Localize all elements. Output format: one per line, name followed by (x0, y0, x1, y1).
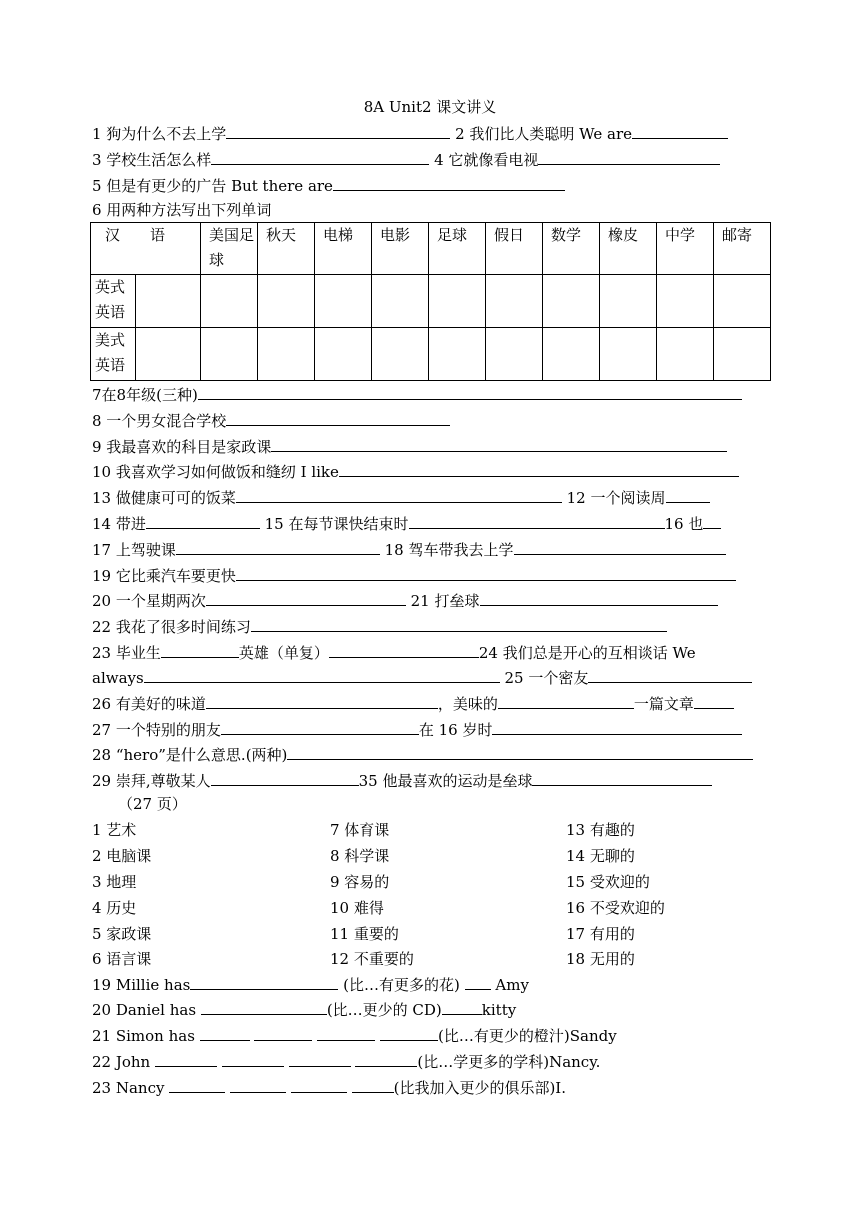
answer-blank[interactable] (588, 665, 752, 683)
answer-blank[interactable] (161, 640, 239, 658)
question-17: 17 上驾驶课 (92, 541, 176, 559)
question-23-hero: 英雄（单复） (238, 644, 329, 662)
vocab-item: 11 重要的 (330, 925, 399, 943)
question-16: 16 也 (664, 515, 704, 533)
compare-21-hint: (比…有更少的橙汁)Sandy (438, 1027, 617, 1045)
compare-20-target: kitty (481, 1001, 517, 1019)
table-answer-cell[interactable] (657, 328, 714, 381)
answer-blank[interactable] (211, 768, 359, 786)
question-13: 13 做健康可可的饭菜 (92, 489, 236, 507)
question-row-29-35 (92, 768, 768, 792)
table-answer-cell[interactable] (714, 275, 771, 328)
row-label-spacer (136, 328, 200, 380)
answer-blank[interactable] (355, 1049, 417, 1067)
question-6: 6 用两种方法写出下列单词 (92, 201, 272, 219)
answer-blank[interactable] (236, 485, 562, 503)
vocab-item: 18 无用的 (566, 950, 635, 968)
table-header-cell: 秋天 (258, 223, 315, 275)
answer-blank[interactable] (339, 459, 739, 477)
question-21: 21 打垒球 (410, 592, 480, 610)
question-row-5 (92, 173, 768, 197)
question-3: 3 学校生活怎么样 (92, 151, 212, 169)
question-23: 23 毕业生 (92, 644, 161, 662)
answer-blank[interactable] (492, 717, 742, 735)
question-22: 22 我花了很多时间练习 (92, 618, 251, 636)
table-answer-cell[interactable] (600, 328, 657, 381)
table-row-header (91, 275, 201, 328)
table-answer-cell[interactable] (486, 275, 543, 328)
vocab-item: 17 有用的 (566, 925, 635, 943)
answer-blank[interactable] (289, 1049, 351, 1067)
answer-blank[interactable] (221, 717, 419, 735)
compare-19-target: Amy (495, 976, 529, 994)
vocab-item: 2 电脑课 (92, 847, 152, 865)
question-15: 15 在每节课快结束时 (264, 515, 409, 533)
answer-blank[interactable] (442, 997, 482, 1015)
question-27-age: 在 16 岁时 (418, 721, 493, 739)
page-reference: （27 页） (118, 795, 187, 813)
question-20: 20 一个星期两次 (92, 592, 206, 610)
question-1: 1 狗为什么不去上学 (92, 125, 227, 143)
compare-22: 22 John (92, 1053, 151, 1071)
compare-23: 23 Nancy (92, 1079, 165, 1097)
question-row-24-25 (92, 665, 768, 689)
answer-blank[interactable] (480, 588, 718, 606)
compare-19-hint: (比…有更多的花) (343, 976, 460, 994)
compare-20: 20 Daniel has (92, 1001, 197, 1019)
question-5: 5 但是有更少的广告 But there are (92, 177, 333, 195)
question-19: 19 它比乘汽车要更快 (92, 567, 236, 585)
answer-blank[interactable] (230, 1075, 286, 1093)
vocab-item: 16 不受欢迎的 (566, 899, 665, 917)
table-answer-cell[interactable] (315, 328, 372, 381)
question-row-1-2 (92, 121, 768, 145)
question-8: 8 一个男女混合学校 (92, 412, 227, 430)
table-answer-cell[interactable] (201, 328, 258, 381)
question-4: 4 它就像看电视 (434, 151, 539, 169)
answer-blank[interactable] (329, 640, 479, 658)
table-answer-cell[interactable] (486, 328, 543, 381)
compare-row-20 (92, 997, 768, 1021)
answer-blank[interactable] (666, 485, 710, 503)
question-35: 35 他最喜欢的运动是垒球 (358, 772, 533, 790)
answer-blank[interactable] (144, 665, 500, 683)
table-header-cell: 假日 (486, 223, 543, 275)
table-answer-cell[interactable] (543, 275, 600, 328)
question-row-17-18 (92, 537, 768, 561)
answer-blank[interactable] (317, 1023, 375, 1041)
answer-blank[interactable] (287, 742, 753, 760)
answer-blank[interactable] (206, 691, 438, 709)
compare-23-hint: (比我加入更少的俱乐部)I. (393, 1079, 566, 1097)
table-answer-cell[interactable] (372, 328, 429, 381)
table-header-cell: 中学 (657, 223, 714, 275)
answer-blank[interactable] (514, 537, 726, 555)
compare-20-hint: (比…更少的 CD) (326, 1001, 442, 1019)
vocab-item: 13 有趣的 (566, 821, 635, 839)
page-title: 8A Unit2 课文讲义 (363, 98, 497, 116)
question-row-23-24 (92, 640, 768, 664)
answer-blank[interactable] (465, 972, 491, 990)
table-header-cell: 橡皮 (600, 223, 657, 275)
compare-row-22 (92, 1049, 768, 1073)
question-row-20-21 (92, 588, 768, 612)
question-row-10 (92, 459, 768, 483)
question-row-27 (92, 717, 768, 741)
answer-blank[interactable] (532, 768, 712, 786)
table-corner-header: 汉语 (91, 223, 201, 275)
question-row-19 (92, 563, 768, 587)
table-answer-cell[interactable] (372, 275, 429, 328)
compare-21: 21 Simon has (92, 1027, 195, 1045)
answer-blank[interactable] (498, 691, 634, 709)
answer-blank[interactable] (538, 147, 720, 165)
table-answer-cell[interactable] (600, 275, 657, 328)
compare-row-19 (92, 972, 768, 996)
row-label-british: 英式英语 (91, 275, 136, 327)
table-answer-cell[interactable] (657, 275, 714, 328)
vocab-item: 3 地理 (92, 873, 137, 891)
table-row-header (91, 328, 201, 381)
question-row-26 (92, 691, 768, 715)
answer-blank[interactable] (206, 588, 406, 606)
table-answer-cell[interactable] (258, 328, 315, 381)
answer-blank[interactable] (251, 614, 667, 632)
table-header-cell: 电梯 (315, 223, 372, 275)
vocab-item: 8 科学课 (330, 847, 390, 865)
vocab-item: 7 体育课 (330, 821, 390, 839)
question-row-7 (92, 382, 768, 406)
question-26-delicious: ，美味的 (437, 695, 498, 713)
answer-blank[interactable] (226, 408, 450, 426)
table-header-cell: 邮寄 (714, 223, 771, 275)
answer-blank[interactable] (333, 173, 565, 191)
table-answer-cell[interactable] (258, 275, 315, 328)
answer-blank[interactable] (352, 1075, 394, 1093)
answer-blank[interactable] (198, 382, 742, 400)
compare-row-21 (92, 1023, 768, 1047)
answer-blank[interactable] (703, 511, 721, 529)
question-25: 25 一个密友 (504, 669, 589, 687)
question-row-22 (92, 614, 768, 638)
vocab-item: 12 不重要的 (330, 950, 414, 968)
table-answer-cell[interactable] (201, 275, 258, 328)
question-10: 10 我喜欢学习如何做饭和缝纫 I like (92, 463, 339, 481)
answer-blank[interactable] (201, 997, 327, 1015)
question-24: 24 我们总是开心的互相谈话 We (478, 644, 696, 662)
question-row-28 (92, 742, 768, 766)
question-18: 18 驾车带我去上学 (384, 541, 514, 559)
compare-19: 19 Millie has (92, 976, 191, 994)
answer-blank[interactable] (236, 563, 736, 581)
question-28: 28 “hero”是什么意思.(两种) (92, 746, 288, 764)
question-7: 7在8年级(三种) (92, 386, 198, 404)
answer-blank[interactable] (176, 537, 380, 555)
answer-blank[interactable] (632, 121, 728, 139)
table-answer-cell[interactable] (714, 328, 771, 381)
question-9: 9 我最喜欢的科目是家政课 (92, 438, 272, 456)
answer-blank[interactable] (222, 1049, 284, 1067)
table-header-cell: 数学 (543, 223, 600, 275)
answer-blank[interactable] (211, 147, 429, 165)
table-answer-cell[interactable] (543, 328, 600, 381)
answer-blank[interactable] (380, 1023, 438, 1041)
question-row-14-16 (92, 511, 768, 535)
vocab-item: 14 无聊的 (566, 847, 635, 865)
vocab-item: 5 家政课 (92, 925, 152, 943)
compare-22-hint: (比…学更多的学科)Nancy. (417, 1053, 601, 1071)
row-label-american: 美式英语 (91, 328, 136, 380)
answer-blank[interactable] (169, 1075, 225, 1093)
table-answer-cell[interactable] (429, 328, 486, 381)
answer-blank[interactable] (155, 1049, 217, 1067)
answer-blank[interactable] (694, 691, 734, 709)
question-26-article: 一篇文章 (633, 695, 694, 713)
answer-blank[interactable] (271, 434, 727, 452)
table-header-cell: 电影 (372, 223, 429, 275)
table-answer-cell[interactable] (429, 275, 486, 328)
vocab-item: 10 难得 (330, 899, 384, 917)
compare-row-23 (92, 1075, 768, 1099)
question-26: 26 有美好的味道 (92, 695, 206, 713)
answer-blank[interactable] (146, 511, 260, 529)
vocab-item: 9 容易的 (330, 873, 390, 891)
question-row-3-4 (92, 147, 768, 171)
question-14: 14 带进 (92, 515, 146, 533)
question-row-8 (92, 408, 768, 432)
question-29: 29 崇拜,尊敬某人 (92, 772, 211, 790)
question-row-13-12 (92, 485, 768, 509)
question-2: 2 我们比人类聪明 We are (455, 125, 633, 143)
question-row-9 (92, 434, 768, 458)
table-header-cell: 足球 (429, 223, 486, 275)
answer-blank[interactable] (200, 1023, 250, 1041)
table-header-cell: 美国足球 (201, 223, 258, 275)
question-27: 27 一个特别的朋友 (92, 721, 221, 739)
table-answer-cell[interactable] (315, 275, 372, 328)
vocabulary-table (90, 222, 771, 381)
vocab-item: 15 受欢迎的 (566, 873, 650, 891)
vocab-item: 4 历史 (92, 899, 137, 917)
answer-blank[interactable] (409, 511, 665, 529)
vocab-item: 1 艺术 (92, 821, 137, 839)
answer-blank[interactable] (226, 121, 450, 139)
question-12: 12 一个阅读周 (566, 489, 666, 507)
vocab-item: 6 语言课 (92, 950, 152, 968)
answer-blank[interactable] (190, 972, 338, 990)
answer-blank[interactable] (291, 1075, 347, 1093)
row-label-spacer (136, 275, 200, 327)
answer-blank[interactable] (254, 1023, 312, 1041)
question-24-always: always (92, 669, 144, 687)
